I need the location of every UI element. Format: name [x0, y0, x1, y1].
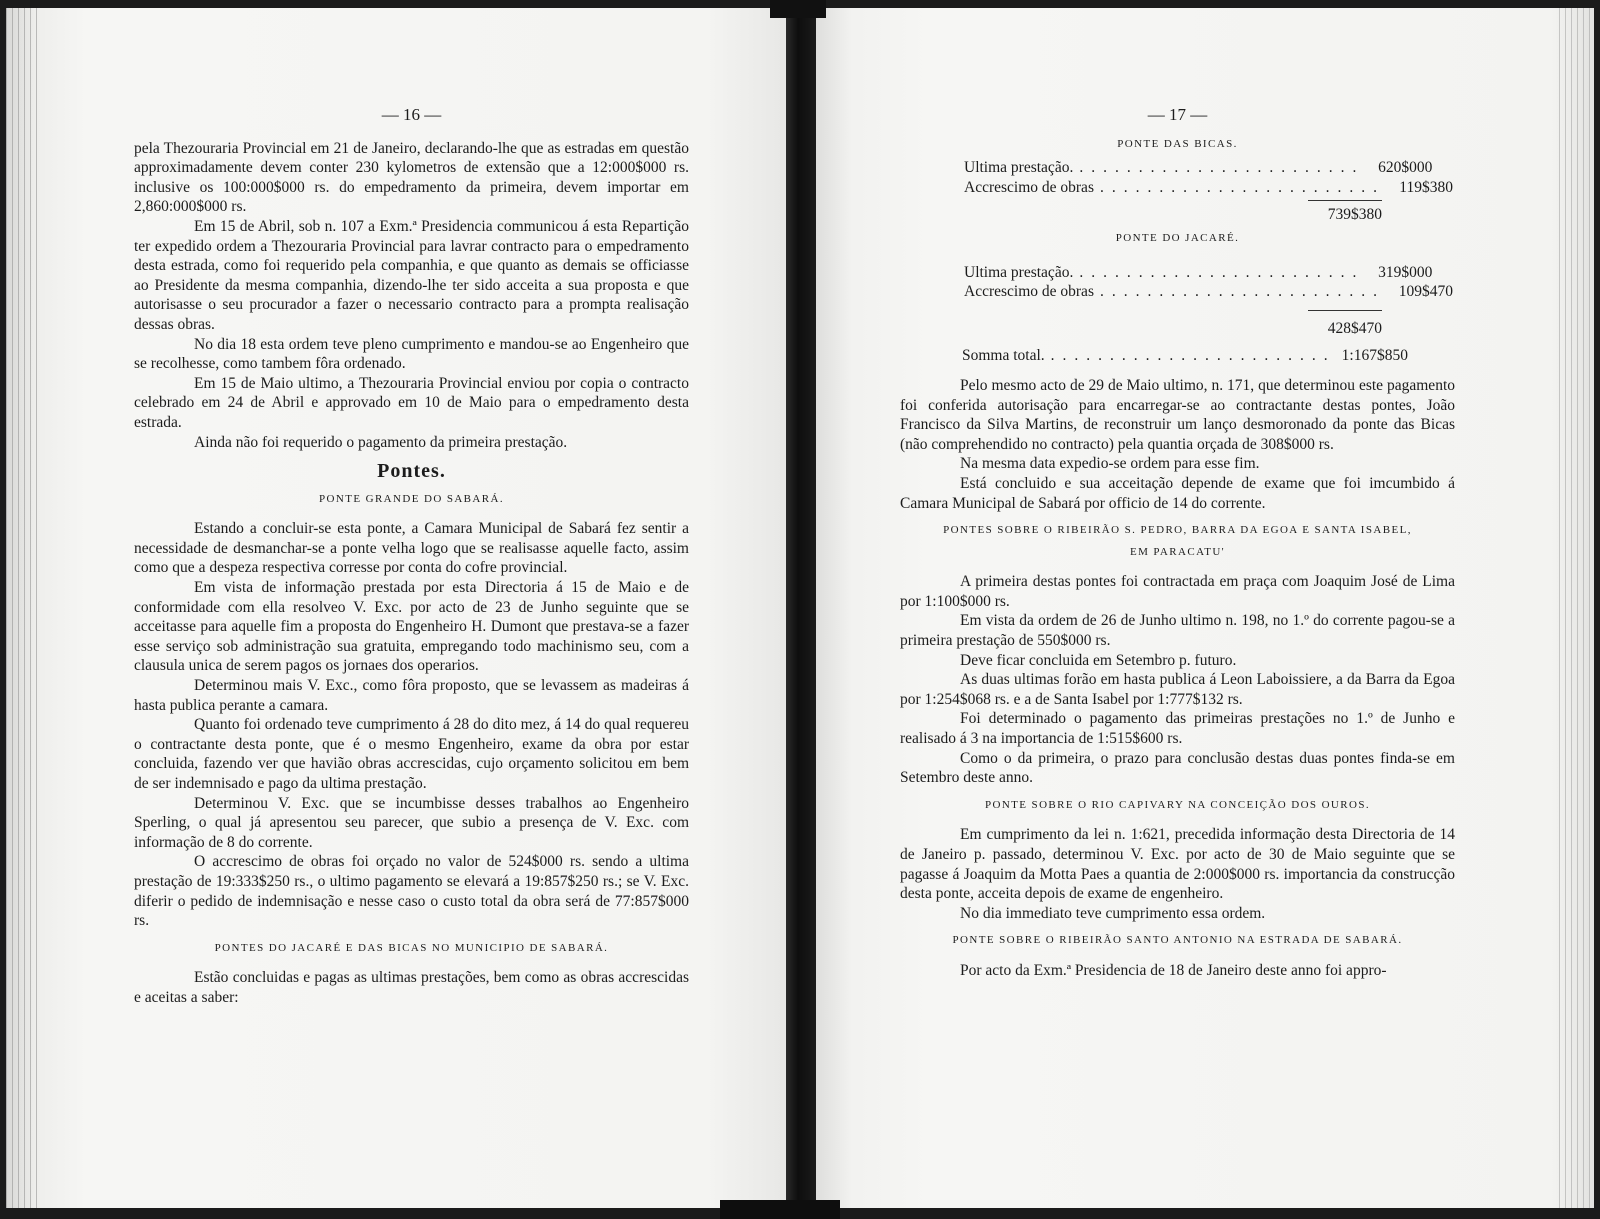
- book-gutter: [786, 0, 816, 1219]
- ledger-label: Somma total.: [962, 347, 1045, 365]
- ledger-jacare: [964, 255, 1453, 339]
- leader-dots: ........................: [1050, 347, 1336, 365]
- paragraph: Foi determinado o pagamento das primeiras prestações no 1.º de Junho e realisado á 3 na importancia de 1:515$600 rs.: [900, 710, 1455, 748]
- page-edge: [1554, 8, 1594, 1208]
- paragraph: Deve ficar concluida em Setembro p. futuro.: [960, 651, 1237, 669]
- ledger-row: [964, 178, 1453, 198]
- ledger-amount: 109$470: [1398, 283, 1453, 301]
- page-edge: [6, 8, 40, 1208]
- leader-dots: ........................: [1099, 178, 1385, 196]
- ledger-total: [962, 346, 1408, 366]
- ledger-row: [962, 346, 1408, 366]
- leader-dots: ........................: [1079, 159, 1365, 177]
- section-heading: PONTES DO JACARÉ E DAS BICAS NO MUNICIPIO DE SABARÁ.: [214, 941, 609, 954]
- paragraph: Está concluido e sua acceitação depende de exame que foi imcumbido á Camara Municipal de Sabará por officio de 14 do corrente.: [900, 474, 1455, 512]
- ledger-amount: 1:167$850: [1341, 347, 1408, 365]
- ledger-amount: 620$000: [1378, 159, 1433, 177]
- paragraph: Em vista da ordem de 26 de Junho ultimo n. 198, no 1.º do corrente pagou-se a primeira prestação de 550$000 rs.: [900, 612, 1455, 650]
- section-heading: PONTE DO JACARÉ.: [1115, 231, 1240, 244]
- paragraph: Em 15 de Maio ultimo, a Thezouraria Provincial enviou por copia o contracto celebrado em 24 de Abril e approvado em 10 de Maio para o empedramento desta estrada.: [134, 374, 689, 431]
- right-page-text: [900, 105, 1455, 981]
- ledger-row: [964, 282, 1453, 302]
- paragraph: Como o da primeira, o prazo para conclusão destas duas pontes finda-se em Setembro deste anno.: [900, 749, 1455, 787]
- left-page-text: [134, 105, 689, 1008]
- paragraph: pela Thezouraria Provincial em 21 de Janeiro, declarando-lhe que as estradas em questão approximadamente devem conter 230 kylometros de extensão que a 12:000$000 rs. inclusive os 100:000$000 rs. do empedramento da primeira, devem importar em 2,860:000$000 rs.: [134, 139, 689, 216]
- ledger-label: Accrescimo de obras: [964, 283, 1094, 301]
- ledger-subtotal: 428$470: [1308, 310, 1382, 339]
- paragraph: Por acto da Exm.ª Presidencia de 18 de Janeiro deste anno foi appro-: [960, 961, 1387, 979]
- section-heading: PONTE SOBRE O RIO CAPIVARY NA CONCEIÇÃO DOS OUROS.: [984, 798, 1371, 811]
- paragraph: Ainda não foi requerido o pagamento da primeira prestação.: [194, 433, 568, 451]
- left-page: [6, 8, 802, 1208]
- leader-dots: ........................: [1079, 263, 1365, 281]
- paragraph: Determinou mais V. Exc., como fôra proposto, que se levassem as madeiras á hasta publica perante a camara.: [134, 677, 689, 714]
- section-title: Pontes.: [377, 460, 446, 483]
- ledger-amount: 119$380: [1399, 178, 1453, 196]
- section-heading: PONTE SOBRE O RIBEIRÃO SANTO ANTONIO NA ESTRADA DE SABARÁ.: [952, 934, 1403, 947]
- section-heading: PONTES SOBRE O RIBEIRÃO S. PEDRO, BARRA DA EGOA E SANTA ISABEL,: [943, 524, 1412, 537]
- ledger-row: [964, 263, 1433, 283]
- page-number: — 16 —: [381, 105, 442, 124]
- section-heading: PONTE GRANDE DO SABARÁ.: [319, 492, 504, 505]
- page-number: — 17 —: [1147, 105, 1208, 124]
- gutter-bottom-shadow: [720, 1200, 840, 1219]
- ledger-bicas: [964, 158, 1453, 225]
- spacer: [964, 255, 1382, 263]
- right-page: [812, 8, 1594, 1208]
- ledger-label: Ultima prestação.: [964, 159, 1074, 177]
- ledger-row: [964, 158, 1433, 178]
- section-heading: EM PARACATU': [1129, 545, 1226, 558]
- paragraph: Pelo mesmo acto de 29 de Maio ultimo, n. 171, que determinou este pagamento foi conferida autorisação para encarregar-se ao contractante destas pontes, João Francisco da Silva Martins, de reconstruir um lanço desmoronado da ponte das Bicas (não comprehendido no contracto) pela quantia orçada de 308$000 rs.: [900, 376, 1455, 453]
- ledger-label: Ultima prestação.: [964, 263, 1074, 281]
- paragraph: No dia 18 esta ordem teve pleno cumprimento e mandou-se ao Engenheiro que se recolhesse, como tambem fôra ordenado.: [134, 335, 689, 373]
- ledger-subtotal: 739$380: [1308, 200, 1382, 225]
- gutter-top-shadow: [770, 0, 826, 18]
- paragraph: Estando a concluir-se esta ponte, a Camara Municipal de Sabará fez sentir a necessidade de desmanchar-se a ponte velha logo que se realisasse aquelle facto, assim como que a despeza respectiva corresse por conta do cofre provincial.: [134, 520, 689, 577]
- paragraph: Em vista de informação prestada por esta Directoria á 15 de Maio e de conformidade com ella resolveo V. Exc. por acto de 23 de Junho seguinte que se acceitasse para aquelle fim a proposta do Engenheiro H. Dumont que prestava-se a fazer esse serviço sob administração sua gratuita, empregando todo machinismo seu, com a clausula unica de serem pagos os jornaes dos operarios.: [134, 579, 689, 675]
- section-heading: PONTE DAS BICAS.: [1117, 137, 1238, 150]
- paragraph: Na mesma data expedio-se ordem para esse fim.: [960, 455, 1260, 473]
- paragraph: No dia immediato teve cumprimento essa ordem.: [960, 904, 1266, 922]
- paragraph: Em cumprimento da lei n. 1:621, precedida informação desta Directoria de 14 de Janeiro p. passado, determinou V. Exc. por acto de 30 de Maio seguinte que se pagasse á Joaquim da Motta Paes a quantia de 2:000$000 rs. importancia da construcção desta ponte, acceita depois de exame de engenheiro.: [900, 826, 1455, 903]
- paragraph: Em 15 de Abril, sob n. 107 a Exm.ª Presidencia communicou á esta Repartição ter expedido ordem a Thezouraria Provincial para lavrar contracto para o empedramento desta estrada, como foi requerido pela companhia, e que quanto as demais se officiasse ao Presidente da mesma companhia, dizendo-lhe ter sido acceita a sua proposta e que autorisasse o seu procurador a fazer o necessario contracto para a prompta realisação dessas obras.: [134, 217, 689, 333]
- paragraph: A primeira destas pontes foi contractada em praça com Joaquim José de Lima por 1:100$000 rs.: [900, 573, 1455, 610]
- leader-dots: ........................: [1099, 283, 1385, 301]
- ledger-amount: 319$000: [1378, 263, 1433, 281]
- paragraph: Quanto foi ordenado teve cumprimento á 28 do dito mez, á 14 do qual requereu o contractante desta ponte, que é o mesmo Engenheiro, exame da obra por estar concluida, fazendo ver que havião obras accrescidas, cujo orçamento solicitou em bem de ser indemnisado e pago da ultima prestação.: [134, 716, 689, 792]
- ledger-label: Accrescimo de obras: [964, 178, 1094, 196]
- paragraph: O accrescimo de obras foi orçado no valor de 524$000 rs. sendo a ultima prestação de 19:333$250 rs., o ultimo pagamento se elevará a 19:857$250 rs.; se V. Exc. diferir o pedido de indemnisação e nesse caso o custo total da obra será de 77:857$000 rs.: [134, 853, 689, 930]
- paragraph: Estão concluidas e pagas as ultimas prestações, bem como as obras accrescidas e aceitas a saber:: [134, 969, 689, 1006]
- paragraph: As duas ultimas forão em hasta publica á Leon Laboissiere, a da Barra da Egoa por 1:254$068 rs. e a de Santa Isabel por 1:777$132 rs.: [900, 671, 1455, 708]
- paragraph: Determinou V. Exc. que se incumbisse desses trabalhos ao Engenheiro Sperling, o qual já apresentou seu parecer, que subio a presença de V. Exc. com informação de 8 do corrente.: [134, 794, 689, 851]
